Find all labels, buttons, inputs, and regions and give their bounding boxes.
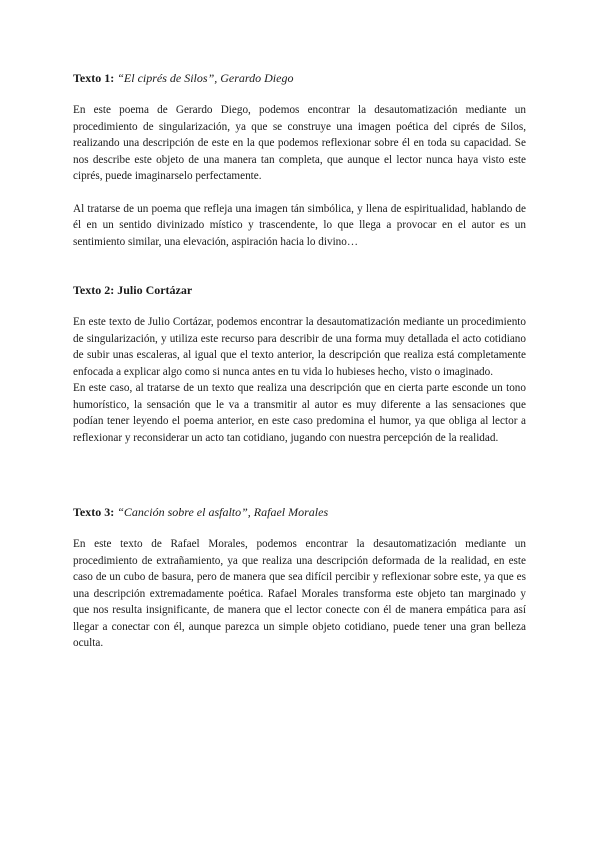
heading-title: “Canción sobre el asfalto”, Rafael Morales [117, 505, 329, 519]
heading-label: Texto 1: [73, 71, 115, 85]
section-heading [73, 70, 526, 86]
paragraph: Al tratarse de un poema que refleja una imagen tán simbólica, y llena de espiritualidad, hablando de él en un sentido divinizado místico y trascendente, lo que llega a provocar en el autor es un sentimiento similar, una elevación, aspiración hacia lo divino… [73, 202, 526, 248]
paragraph: En este poema de Gerardo Diego, podemos encontrar la desautomatización mediante un procedimiento de singularización, ya que se construye una imagen poética del ciprés de Silos, realizando una descripción de este en la que podemos reflexionar sobre él en toda su capacidad. Se nos describe este objeto de una manera tan completa, que aunque el lector nunca haya visto este ciprés, puede imaginarselo perfectamente. [73, 104, 526, 182]
section-heading [73, 282, 526, 298]
section-heading [73, 504, 526, 520]
section-texto-3 [73, 504, 526, 652]
heading-title: “El ciprés de Silos”, Gerardo Diego [117, 71, 294, 85]
paragraph: En este texto de Rafael Morales, podemos encontrar la desautomatización mediante un procedimiento de extrañamiento, ya que realiza una descripción deformada de la realidad, en este caso de un cubo de basura, pero de manera que sea difícil percibir y reflexionar sobre este, ya que es una descripción extremadamente poética. Rafael Morales transforma este objeto tan marginado y que nos resulta insignificante, de manera que el lector conecte con él de manera empática para así llegar a conectar con él, aunque parezca un simple objeto cotidiano, puede tener una gran belleza oculta. [73, 538, 526, 649]
heading-label: Texto 2: Julio Cortázar [73, 283, 193, 297]
section-texto-1 [73, 70, 526, 250]
paragraph: En este texto de Julio Cortázar, podemos encontrar la desautomatización mediante un procedimiento de singularización, y utiliza este recurso para describir de una forma muy detallada el acto cotidiano de subir unas escaleras, al igual que el texto anterior, la descripción que realiza está completamente enfocada a explicar algo como si nunca antes en tu vida lo hubieses hecho, visto o imaginado. [73, 316, 526, 378]
section-texto-2 [73, 282, 526, 446]
heading-label: Texto 3: [73, 505, 115, 519]
paragraph: En este caso, al tratarse de un texto que realiza una descripción que en cierta parte esconde un tono humorístico, la sensación que le va a transmitir al autor es muy diferente a las sensaciones que podían tener leyendo el poema anterior, en este caso predomina el humor, ya que obliga al lector a reflexionar y reconsiderar un acto tan cotidiano, jugando con nuestra percepción de la realidad. [73, 382, 526, 444]
